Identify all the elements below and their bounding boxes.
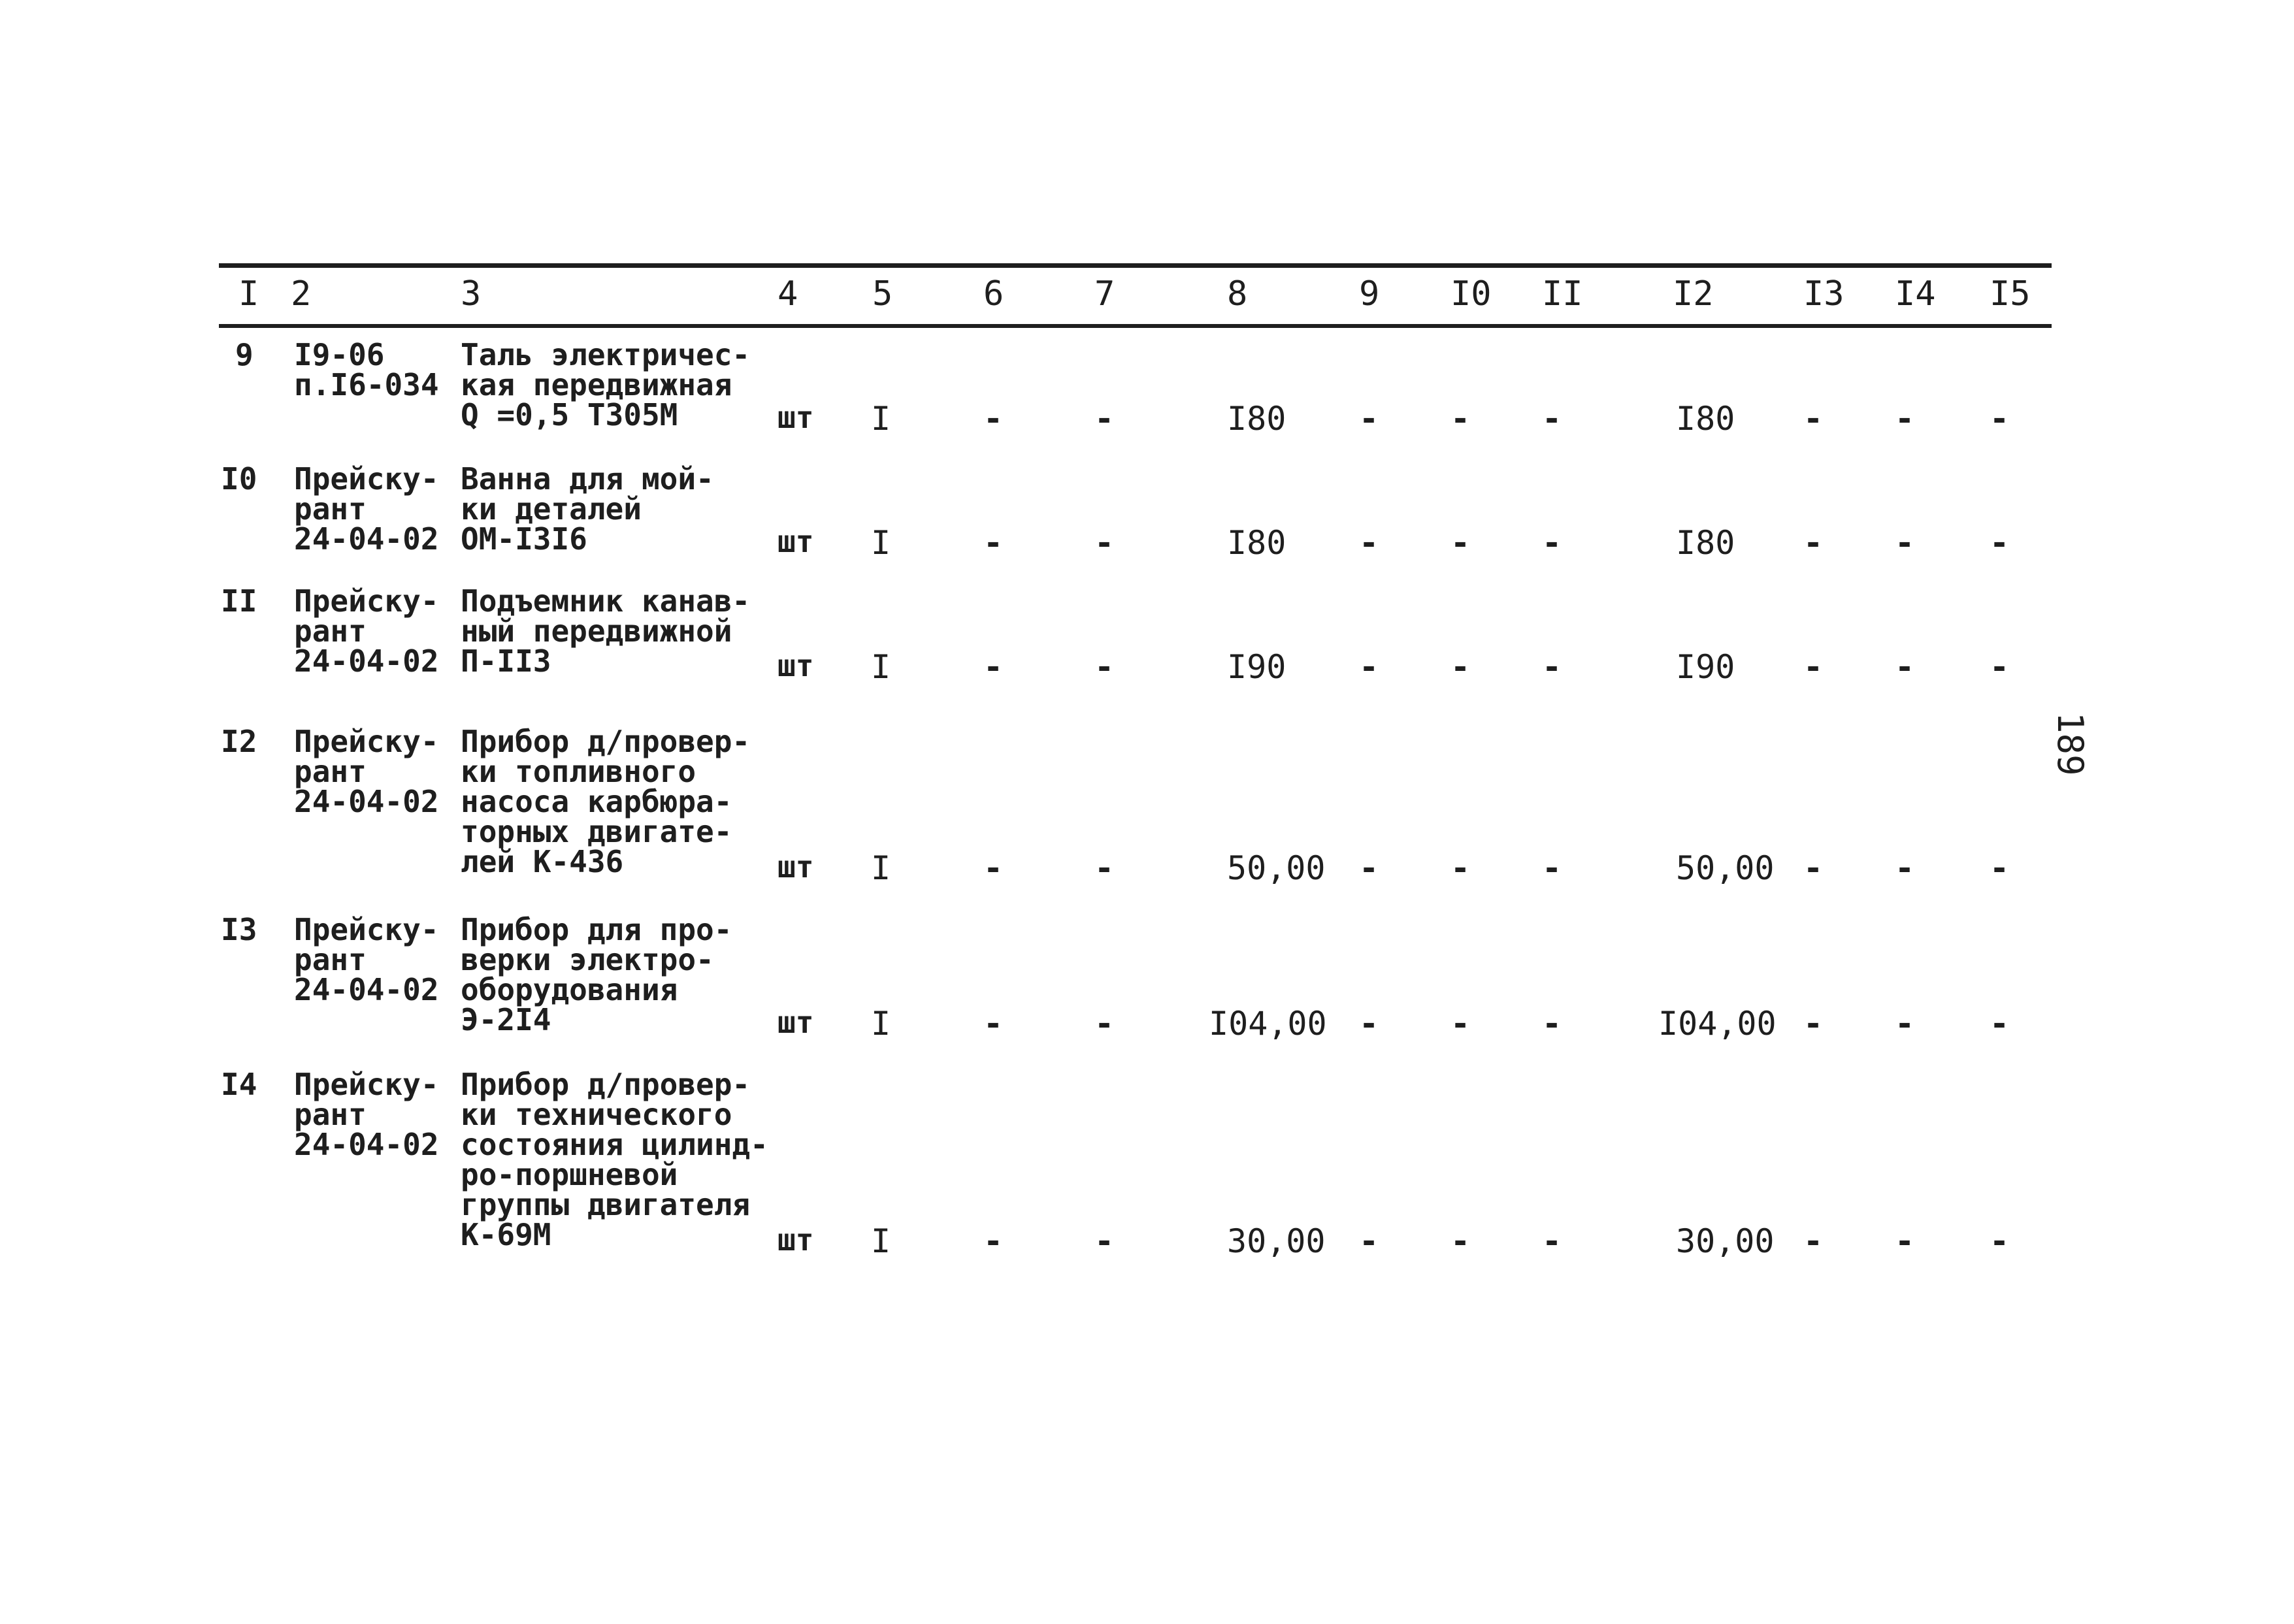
table-header-rule (219, 324, 2052, 328)
item-name-line: состояния цилинд- (461, 1127, 768, 1162)
item-name-line: ный передвижной (461, 613, 732, 649)
col-header-11: II (1542, 274, 1583, 314)
col11-cell: - (1542, 1222, 1562, 1260)
item-name-line: Э-2I4 (461, 1002, 551, 1037)
col14-cell: - (1895, 1005, 1915, 1043)
quantity-cell: I (871, 648, 891, 686)
source-line: Прейску- (294, 461, 439, 496)
col7-cell: - (1094, 400, 1115, 438)
col12-amount: I04,00 (1658, 1005, 1777, 1043)
source-line: рант (294, 1097, 367, 1132)
col14-cell: - (1895, 1222, 1915, 1260)
source-line: 24-04-02 (294, 1127, 439, 1162)
item-name-line: Таль электричес- (461, 337, 751, 372)
item-name-line: П-II3 (461, 643, 551, 679)
col13-cell: - (1803, 400, 1824, 438)
source-line: рант (294, 942, 367, 977)
col8-amount: 50,00 (1227, 849, 1326, 887)
item-name-line: Q =0,5 Т305М (461, 397, 678, 432)
col9-cell: - (1359, 1222, 1379, 1260)
quantity-cell: I (871, 400, 891, 438)
col-header-15: I5 (1990, 274, 2031, 314)
source-line: 24-04-02 (294, 643, 439, 679)
unit-cell: шт (778, 524, 814, 559)
col7-cell: - (1094, 1005, 1115, 1043)
item-name-line: торных двигате- (461, 814, 732, 849)
col6-cell: - (983, 648, 1004, 686)
row-number: 9 (235, 337, 254, 372)
col-header-4: 4 (778, 274, 798, 314)
col12-amount: I80 (1676, 400, 1735, 438)
col15-cell: - (1990, 648, 2010, 686)
col-header-10: I0 (1450, 274, 1492, 314)
item-name-line: К-69М (461, 1217, 551, 1252)
item-name-line: оборудования (461, 972, 678, 1007)
col6-cell: - (983, 1222, 1004, 1260)
source-line: п.I6-034 (294, 367, 439, 402)
col10-cell: - (1450, 524, 1471, 562)
col13-cell: - (1803, 524, 1824, 562)
unit-cell: шт (778, 849, 814, 885)
col11-cell: - (1542, 524, 1562, 562)
unit-cell: шт (778, 1005, 814, 1040)
col6-cell: - (983, 524, 1004, 562)
source-line: Прейску- (294, 724, 439, 759)
col13-cell: - (1803, 849, 1824, 887)
col7-cell: - (1094, 849, 1115, 887)
col11-cell: - (1542, 400, 1562, 438)
col14-cell: - (1895, 648, 1915, 686)
col8-amount: I80 (1227, 400, 1286, 438)
col12-amount: I90 (1676, 648, 1735, 686)
item-name-line: ки топливного (461, 754, 696, 789)
row-number: I2 (221, 724, 257, 759)
unit-cell: шт (778, 1222, 814, 1258)
item-name-line: Подъемник канав- (461, 583, 751, 619)
item-name-line: группы двигателя (461, 1187, 751, 1222)
col13-cell: - (1803, 1222, 1824, 1260)
source-line: рант (294, 613, 367, 649)
col-header-3: 3 (461, 274, 482, 314)
col9-cell: - (1359, 400, 1379, 438)
col13-cell: - (1803, 1005, 1824, 1043)
source-line: рант (294, 491, 367, 527)
item-name-line: Прибор д/провер- (461, 724, 751, 759)
col-header-9: 9 (1359, 274, 1380, 314)
col-header-8: 8 (1227, 274, 1248, 314)
col12-amount: 50,00 (1676, 849, 1775, 887)
col10-cell: - (1450, 400, 1471, 438)
col-header-14: I4 (1895, 274, 1936, 314)
col15-cell: - (1990, 524, 2010, 562)
item-name-line: кая передвижная (461, 367, 732, 402)
col-header-6: 6 (983, 274, 1004, 314)
col-header-1: I (238, 274, 259, 314)
row-number: I3 (221, 912, 257, 947)
col6-cell: - (983, 1005, 1004, 1043)
col7-cell: - (1094, 1222, 1115, 1260)
col8-amount: I90 (1227, 648, 1286, 686)
col7-cell: - (1094, 524, 1115, 562)
item-name-line: верки электро- (461, 942, 714, 977)
table-top-rule (219, 263, 2052, 268)
col14-cell: - (1895, 524, 1915, 562)
col14-cell: - (1895, 849, 1915, 887)
page-number: 189 (2050, 712, 2091, 776)
item-name-line: Прибор для про- (461, 912, 732, 947)
source-line: 24-04-02 (294, 784, 439, 819)
quantity-cell: I (871, 849, 891, 887)
source-line: 24-04-02 (294, 521, 439, 557)
item-name-line: Ванна для мой- (461, 461, 714, 496)
col10-cell: - (1450, 849, 1471, 887)
row-number: I4 (221, 1067, 257, 1102)
col9-cell: - (1359, 524, 1379, 562)
col-header-12: I2 (1673, 274, 1714, 314)
col10-cell: - (1450, 1222, 1471, 1260)
source-line: 24-04-02 (294, 972, 439, 1007)
col9-cell: - (1359, 1005, 1379, 1043)
unit-cell: шт (778, 648, 814, 683)
col-header-7: 7 (1094, 274, 1115, 314)
col-header-5: 5 (872, 274, 893, 314)
col8-amount: I80 (1227, 524, 1286, 562)
source-line: рант (294, 754, 367, 789)
col15-cell: - (1990, 400, 2010, 438)
col-header-13: I3 (1803, 274, 1844, 314)
col12-amount: I80 (1676, 524, 1735, 562)
col9-cell: - (1359, 849, 1379, 887)
col15-cell: - (1990, 849, 2010, 887)
source-line: Прейску- (294, 583, 439, 619)
source-line: I9-06 (294, 337, 385, 372)
col13-cell: - (1803, 648, 1824, 686)
col9-cell: - (1359, 648, 1379, 686)
item-name-line: ки технического (461, 1097, 732, 1132)
source-line: Прейску- (294, 912, 439, 947)
col15-cell: - (1990, 1222, 2010, 1260)
col-header-2: 2 (291, 274, 312, 314)
row-number: II (221, 583, 257, 619)
unit-cell: шт (778, 400, 814, 435)
col12-amount: 30,00 (1676, 1222, 1775, 1260)
row-number: I0 (221, 461, 257, 496)
item-name-line: лей К-436 (461, 844, 624, 879)
col6-cell: - (983, 849, 1004, 887)
col11-cell: - (1542, 1005, 1562, 1043)
col10-cell: - (1450, 1005, 1471, 1043)
source-line: Прейску- (294, 1067, 439, 1102)
col11-cell: - (1542, 849, 1562, 887)
quantity-cell: I (871, 1005, 891, 1043)
col14-cell: - (1895, 400, 1915, 438)
item-name-line: насоса карбюра- (461, 784, 732, 819)
col15-cell: - (1990, 1005, 2010, 1043)
col8-amount: 30,00 (1227, 1222, 1326, 1260)
col6-cell: - (983, 400, 1004, 438)
col11-cell: - (1542, 648, 1562, 686)
quantity-cell: I (871, 1222, 891, 1260)
item-name-line: ро-поршневой (461, 1157, 678, 1192)
item-name-line: Прибор д/провер- (461, 1067, 751, 1102)
col10-cell: - (1450, 648, 1471, 686)
quantity-cell: I (871, 524, 891, 562)
col7-cell: - (1094, 648, 1115, 686)
col8-amount: I04,00 (1209, 1005, 1327, 1043)
item-name-line: ОМ-I3I6 (461, 521, 587, 557)
item-name-line: ки деталей (461, 491, 642, 527)
